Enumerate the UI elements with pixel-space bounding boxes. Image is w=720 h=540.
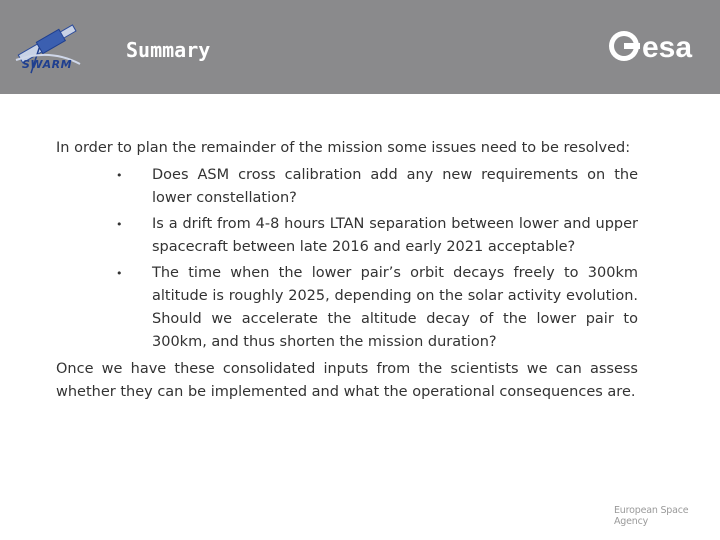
issue-list [56, 164, 638, 354]
bullet-marker: • [116, 267, 123, 280]
intro-paragraph: In order to plan the remainder of the mission some issues need to be resolved: [56, 140, 631, 156]
footer-agency-name: European Space Agency [614, 505, 689, 527]
bullet-marker: • [116, 218, 123, 231]
closing-paragraph: Once we have these consolidated inputs from the scientists we can assess whether they can be implemented and what the operational consequences are. [56, 361, 638, 400]
list-item [56, 213, 638, 259]
page-title: Summary [126, 38, 211, 62]
slide-header [0, 0, 720, 94]
list-item [56, 164, 638, 210]
esa-logo [606, 26, 702, 66]
esa-logo-text: esa [642, 31, 693, 64]
list-item [56, 262, 638, 354]
slide-content [56, 137, 638, 404]
bullet-marker: • [116, 169, 123, 182]
bullet-text: Does ASM cross calibration add any new requirements on the lower constellation? [152, 167, 638, 206]
swarm-logo-text: SWARM [22, 58, 73, 71]
bullet-text: Is a drift from 4-8 hours LTAN separation between lower and upper spacecraft between late 2016 and early 2021 acceptable? [152, 216, 638, 255]
bullet-text: The time when the lower pair’s orbit decays freely to 300km altitude is roughly 2025, depending on the solar activity evolution. Should we accelerate the altitude decay of the lower pair to 300km, and thus shorten the mission duration? [152, 265, 638, 350]
